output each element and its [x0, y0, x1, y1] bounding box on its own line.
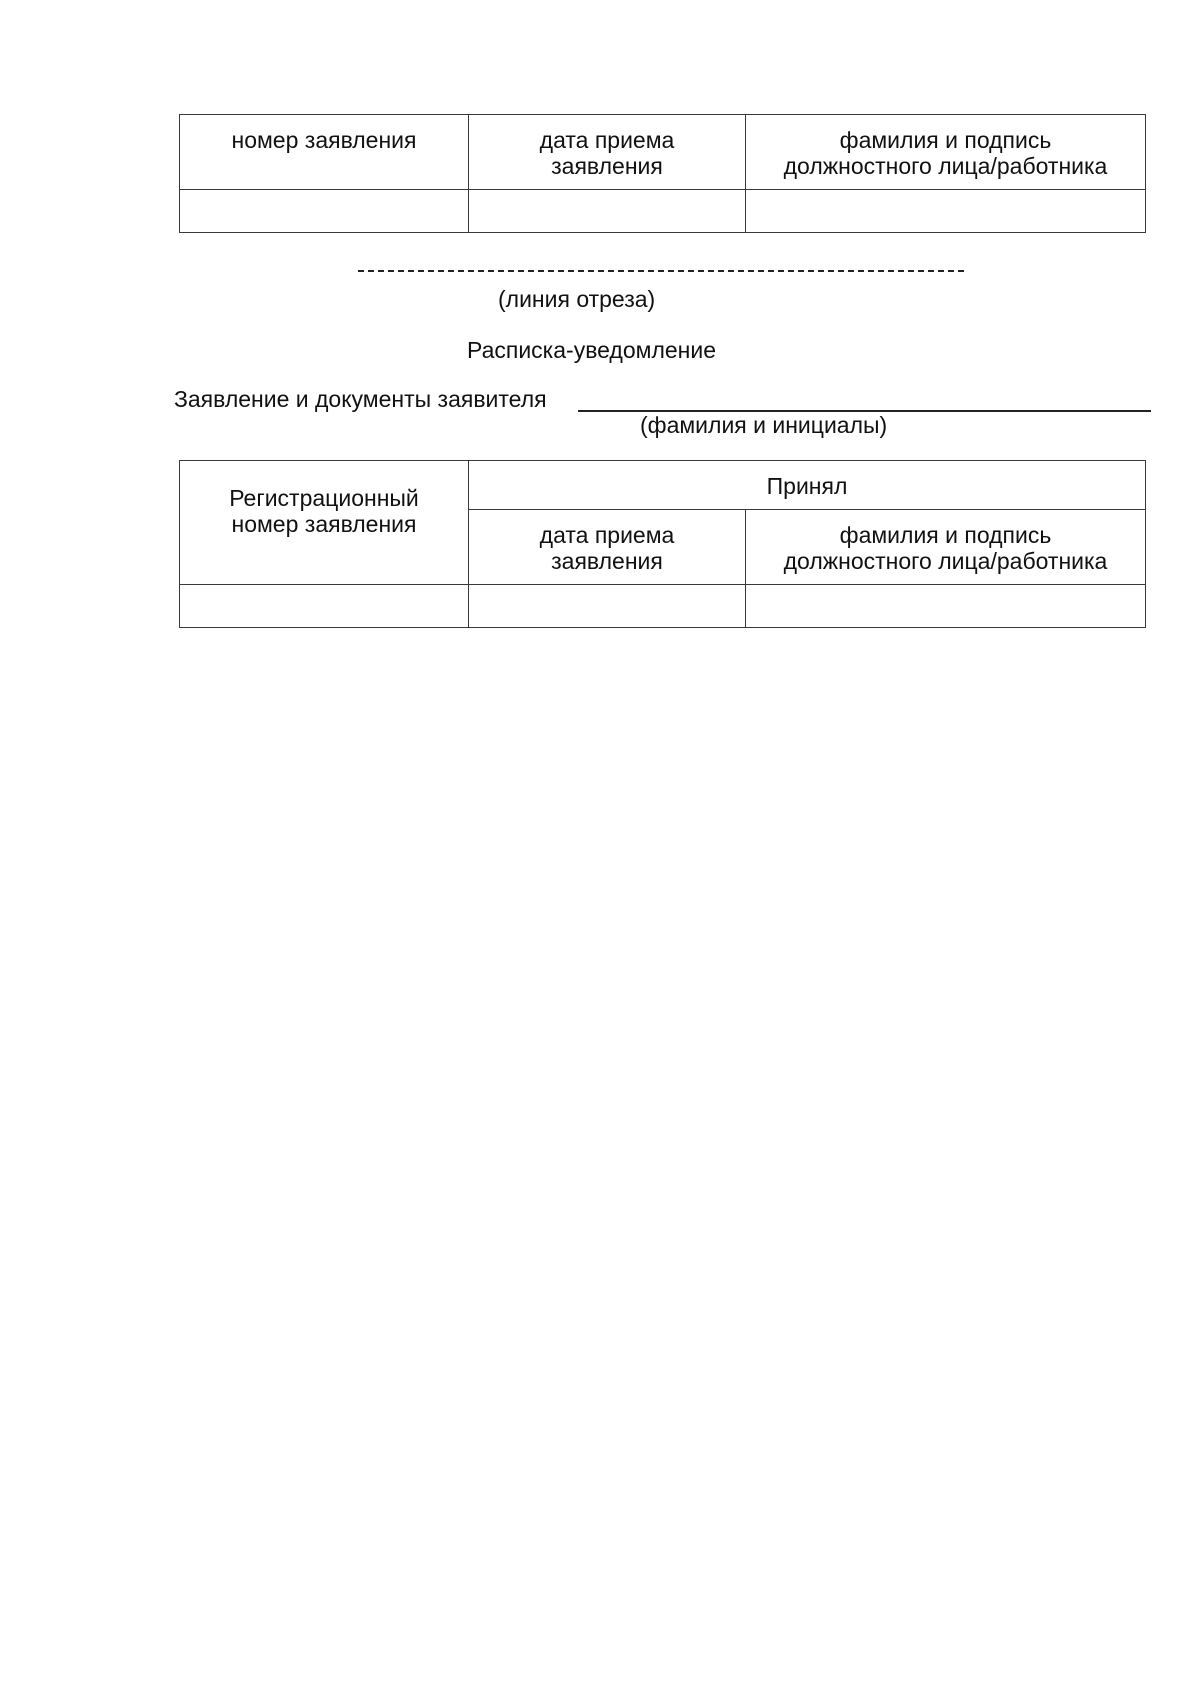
top-table [179, 114, 1146, 233]
blank-cell-registration-number[interactable] [180, 585, 469, 628]
header-application-number [180, 115, 469, 190]
subheader-official-signature [746, 510, 1146, 585]
bottom-table-blank-row [180, 585, 1146, 628]
cut-line-caption: (линия отреза) [498, 286, 656, 312]
header-official-signature-text: фамилия и подпись должностного лица/работника [783, 127, 1108, 179]
header-receipt-date-text: дата приема заявления [539, 127, 675, 179]
header-registration-number-text: Регистрационный номер заявления [229, 485, 419, 537]
cut-line [358, 256, 964, 272]
top-table-blank-row [180, 190, 1146, 233]
bottom-table-header-row [180, 461, 1146, 510]
header-accepted-text: Принял [766, 473, 848, 499]
subheader-receipt-date-text: дата приема заявления [539, 522, 675, 574]
blank-cell-receipt-date[interactable] [469, 190, 746, 233]
blank-cell-bottom-official-signature[interactable] [746, 585, 1146, 628]
subheader-receipt-date [469, 510, 746, 585]
bottom-table [179, 460, 1146, 628]
header-accepted [469, 461, 1146, 510]
applicant-name-caption: (фамилия и инициалы) [640, 412, 888, 438]
header-receipt-date [469, 115, 746, 190]
receipt-title: Расписка-уведомление [467, 337, 717, 363]
top-table-header-row [180, 115, 1146, 190]
applicant-label: Заявление и документы заявителя [174, 386, 547, 412]
subheader-official-signature-text: фамилия и подпись должностного лица/работника [783, 522, 1108, 574]
header-registration-number [180, 461, 469, 585]
header-application-number-text: номер заявления [231, 127, 417, 153]
blank-cell-bottom-receipt-date[interactable] [469, 585, 746, 628]
blank-cell-official-signature[interactable] [746, 190, 1146, 233]
header-official-signature [746, 115, 1146, 190]
blank-cell-application-number[interactable] [180, 190, 469, 233]
